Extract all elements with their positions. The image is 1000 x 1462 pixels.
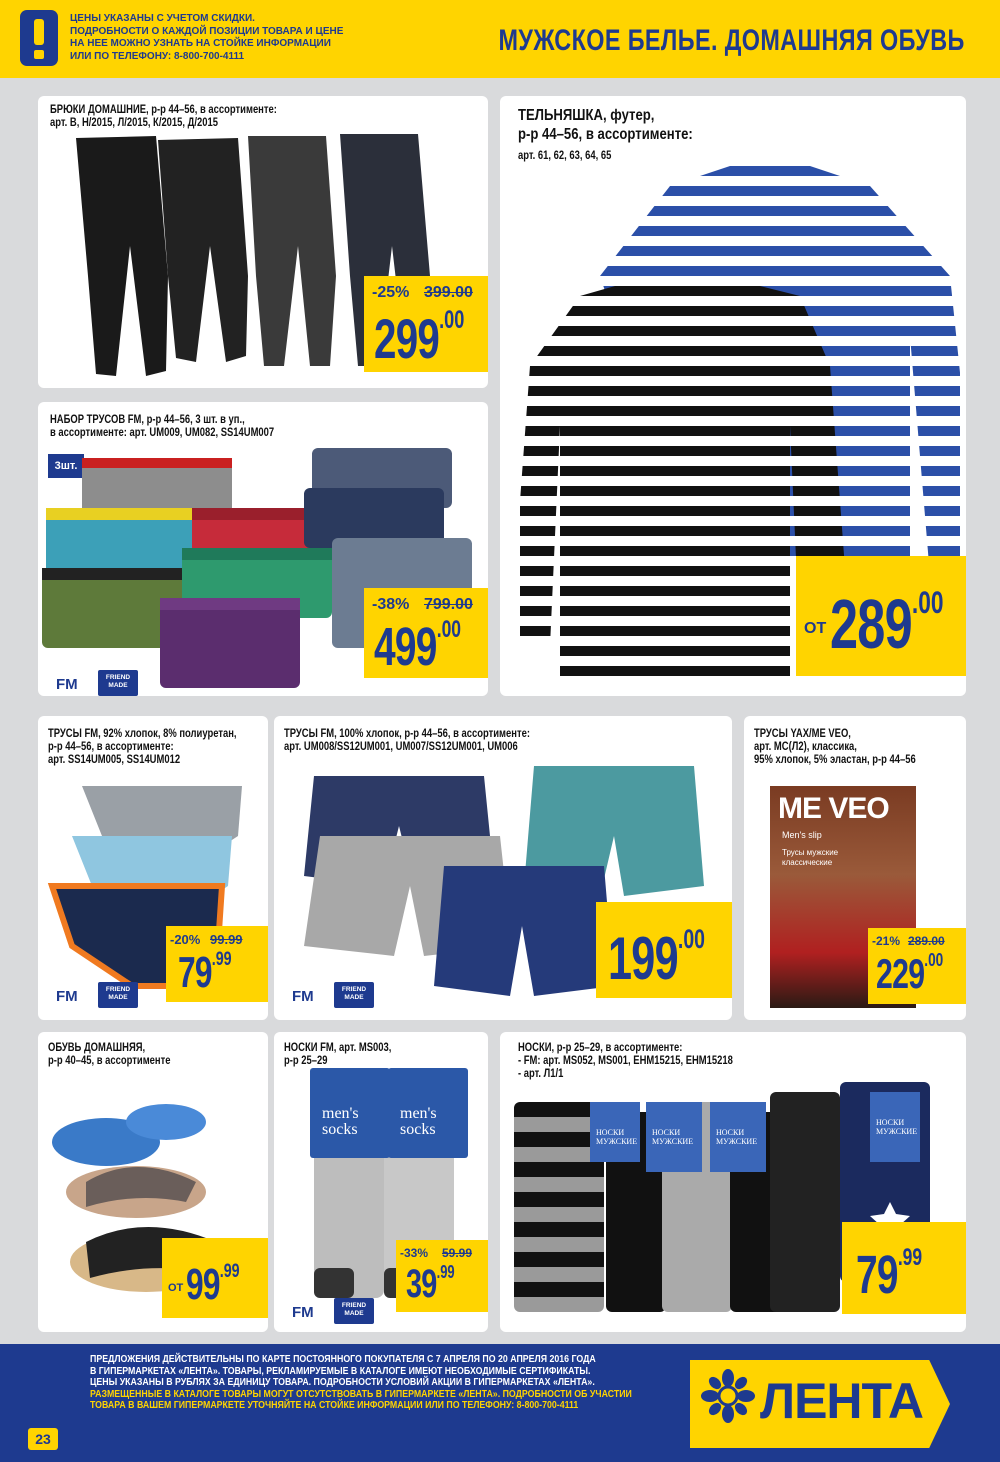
price-main: 199 (608, 925, 678, 992)
old-price: 99.99 (210, 932, 243, 947)
meveo-box-subtitle: Men's slip (782, 830, 822, 840)
price (186, 1260, 240, 1310)
footer-disclaimer (90, 1354, 632, 1412)
product-card-slippers[interactable] (38, 1032, 268, 1332)
discount-label: -25% (372, 284, 410, 301)
price-prefix: ОТ (168, 1282, 184, 1294)
product-card-briefs-fm[interactable] (38, 716, 268, 1020)
price-main: 39 (406, 1262, 437, 1306)
product-title (518, 106, 693, 144)
friend-made-logo: FRIEND MADE (334, 1298, 374, 1324)
product-title (48, 1042, 170, 1068)
title-line: НАБОР ТРУСОВ FM, р-р 44–56, 3 шт. в уп., (50, 414, 245, 426)
product-card-telnyashka[interactable] (500, 96, 966, 696)
product-card-briefs-set[interactable] (38, 402, 488, 696)
product-title (284, 728, 530, 754)
price (876, 950, 943, 998)
price-prefix: ОТ (804, 620, 827, 637)
old-price: 59.99 (442, 1246, 473, 1260)
header-note (70, 13, 350, 63)
price-kopecks: .00 (436, 616, 462, 643)
meveo-box-brand: ME VEO (778, 792, 889, 825)
socks-pack-label: men's socks (322, 1105, 359, 1138)
title-line: р-р 44–56, в ассортименте: (48, 741, 174, 753)
title-line: арт. В, Н/2015, Л/2015, К/2015, Д/2015 (50, 117, 218, 129)
title-line: арт. МС(Л2), классика, (754, 741, 857, 753)
price (374, 616, 461, 678)
title-line: НОСКИ, р-р 25–29, в ассортименте: (518, 1042, 683, 1054)
price-tag (796, 556, 966, 676)
product-card-pants[interactable] (38, 96, 488, 388)
footer-line: В ГИПЕРМАРКЕТАХ «ЛЕНТА». ТОВАРЫ, РЕКЛАМИРУЕМЫЕ В КАТАЛОГЕ ИМЕЮТ НЕОБХОДИМЫЕ СЕРТИФИКАТЫ. (90, 1365, 591, 1377)
title-line: БРЮКИ ДОМАШНИЕ, р-р 44–56, в ассортименте: (50, 104, 277, 116)
exclamation-icon (20, 10, 58, 66)
price-tag (596, 902, 732, 998)
friend-made-logo: FRIEND MADE (98, 670, 138, 696)
price-main: 79 (178, 948, 212, 997)
title-line: р-р 25–29 (284, 1055, 328, 1067)
friend-made-logo: FRIEND MADE (98, 982, 138, 1008)
footer-line: ТОВАРА В ВАШЕМ ГИПЕРМАРКЕТЕ УТОЧНЯЙТЕ НА СТОЙКЕ ИНФОРМАЦИИ ИЛИ ПО ТЕЛЕФОНУ: 8-800-700-4111 (90, 1400, 579, 1411)
price-tag (842, 1222, 966, 1314)
discount-label: -21% (872, 934, 901, 948)
price-main: 79 (856, 1245, 898, 1305)
friend-made-logo: FRIEND MADE (334, 982, 374, 1008)
price-tag (166, 926, 268, 1002)
price-main: 99 (186, 1260, 220, 1309)
footer-line: ПРЕДЛОЖЕНИЯ ДЕЙСТВИТЕЛЬНЫ ПО КАРТЕ ПОСТОЯННОГО ПОКУПАТЕЛЯ С 7 АПРЕЛЯ ПО 20 АПРЕЛЯ 2016 ГОДА (90, 1354, 596, 1365)
title-line: ТРУСЫ FM, 100% хлопок, р-р 44–56, в ассортименте: (284, 728, 530, 740)
price-kopecks: .99 (219, 1260, 240, 1282)
lenta-logo[interactable]: ЛЕНТА (760, 1373, 924, 1429)
price-kopecks: .99 (211, 948, 232, 970)
sunflower-icon (700, 1368, 756, 1424)
price-kopecks: .00 (911, 584, 944, 620)
price (374, 306, 464, 371)
title-line: арт. SS14UM005, SS14UM012 (48, 754, 181, 766)
article-line: арт. 61, 62, 63, 64, 65 (518, 150, 612, 162)
price-kopecks: .00 (439, 306, 465, 334)
title-line: 95% хлопок, 5% эластан, р-р 44–56 (754, 754, 916, 766)
title-line: р-р 40–45, в ассортименте (48, 1055, 171, 1067)
socks-label: НОСКИ МУЖСКИЕ (876, 1118, 918, 1136)
product-title (284, 1042, 391, 1068)
title-line: ТЕЛЬНЯШКА, футер, (518, 107, 655, 124)
old-price: 289.00 (908, 934, 945, 948)
price-main: 499 (374, 617, 437, 677)
fm-logo: FM (292, 1304, 314, 1321)
header-note-line: ИЛИ ПО ТЕЛЕФОНУ: 8-800-700-4111 (70, 50, 245, 62)
title-line: ТРУСЫ YAX/ME VEO, (754, 728, 851, 740)
discount-label: -38% (372, 596, 410, 613)
price (830, 584, 943, 664)
price-kopecks: .00 (677, 924, 705, 954)
fm-logo: FM (56, 676, 78, 693)
socks-label: НОСКИ МУЖСКИЕ (716, 1128, 758, 1146)
page-title: МУЖСКОЕ БЕЛЬЕ. ДОМАШНЯЯ ОБУВЬ (498, 24, 965, 57)
price-tag (396, 1240, 488, 1312)
title-line: ТРУСЫ FM, 92% хлопок, 8% полиуретан, (48, 728, 237, 740)
price (608, 924, 705, 993)
price (406, 1262, 455, 1307)
title-line: арт. UM008/SS12UM001, UM007/SS12UM001, UM006 (284, 741, 518, 753)
header-note-line: ПОДРОБНОСТИ О КАЖДОЙ ПОЗИЦИИ ТОВАРА И ЦЕНЕ (70, 25, 344, 37)
price-tag (162, 1238, 268, 1318)
price-tag (868, 928, 966, 1004)
price-kopecks: .00 (924, 950, 944, 971)
header-note-line: ЦЕНЫ УКАЗАНЫ С УЧЕТОМ СКИДКИ. (70, 13, 255, 24)
price-tag (364, 588, 488, 678)
discount-label: -20% (170, 932, 201, 947)
old-price: 399.00 (424, 284, 473, 301)
meveo-box-russian: Трусы мужские классические (782, 848, 839, 867)
socks-label: НОСКИ МУЖСКИЕ (596, 1128, 638, 1146)
price-main: 289 (830, 585, 912, 663)
price-kopecks: .99 (897, 1244, 923, 1271)
product-title (48, 728, 237, 767)
old-price: 799.00 (424, 596, 473, 613)
fm-logo: FM (292, 988, 314, 1005)
title-line: в ассортименте: арт. UM009, UM082, SS14UM007 (50, 427, 275, 439)
product-title (50, 414, 274, 440)
socks-pack-label: men's socks (400, 1105, 437, 1138)
price-main: 229 (876, 950, 925, 997)
header-note-line: НА НЕЕ МОЖНО УЗНАТЬ НА СТОЙКЕ ИНФОРМАЦИИ (70, 38, 331, 49)
price (856, 1244, 922, 1306)
product-card-meveo[interactable] (744, 716, 966, 1020)
title-line: - арт. Л1/1 (518, 1068, 564, 1080)
page-number: 23 (28, 1428, 58, 1450)
socks-label: НОСКИ МУЖСКИЕ (652, 1128, 694, 1146)
price (178, 948, 232, 998)
product-card-socks-assort[interactable] (500, 1032, 966, 1332)
price-tag (364, 276, 488, 372)
quantity-badge: 3шт. (48, 454, 84, 478)
title-line: НОСКИ FM, арт. MS003, (284, 1042, 392, 1054)
title-line: р-р 44–56, в ассортименте: (518, 126, 693, 143)
title-line: ОБУВЬ ДОМАШНЯЯ, (48, 1042, 146, 1054)
product-title (754, 728, 916, 767)
price-kopecks: .99 (436, 1262, 455, 1282)
footer-line: РАЗМЕЩЕННЫЕ В КАТАЛОГЕ ТОВАРЫ МОГУТ ОТСУТСТВОВАТЬ В ГИПЕРМАРКЕТЕ «ЛЕНТА». ПОДРОБНОСТИ ОБ УЧАСТИИ (90, 1388, 632, 1400)
footer-line: ЦЕНЫ УКАЗАНЫ В РУБЛЯХ ЗА ЕДИНИЦУ ТОВАРА. ПОДРОБНОСТИ УСЛОВИЙ АКЦИИ В ГИПЕРМАРКЕТАХ «ЛЕНТА». (90, 1377, 595, 1388)
price-main: 299 (374, 307, 440, 370)
fm-logo: FM (56, 988, 78, 1005)
title-line: - FM: арт. MS052, MS001, EHM15215, EHM15218 (518, 1055, 733, 1067)
product-card-socks-fm[interactable] (274, 1032, 488, 1332)
product-card-shorts-fm[interactable] (274, 716, 732, 1020)
discount-label: -33% (400, 1246, 429, 1260)
